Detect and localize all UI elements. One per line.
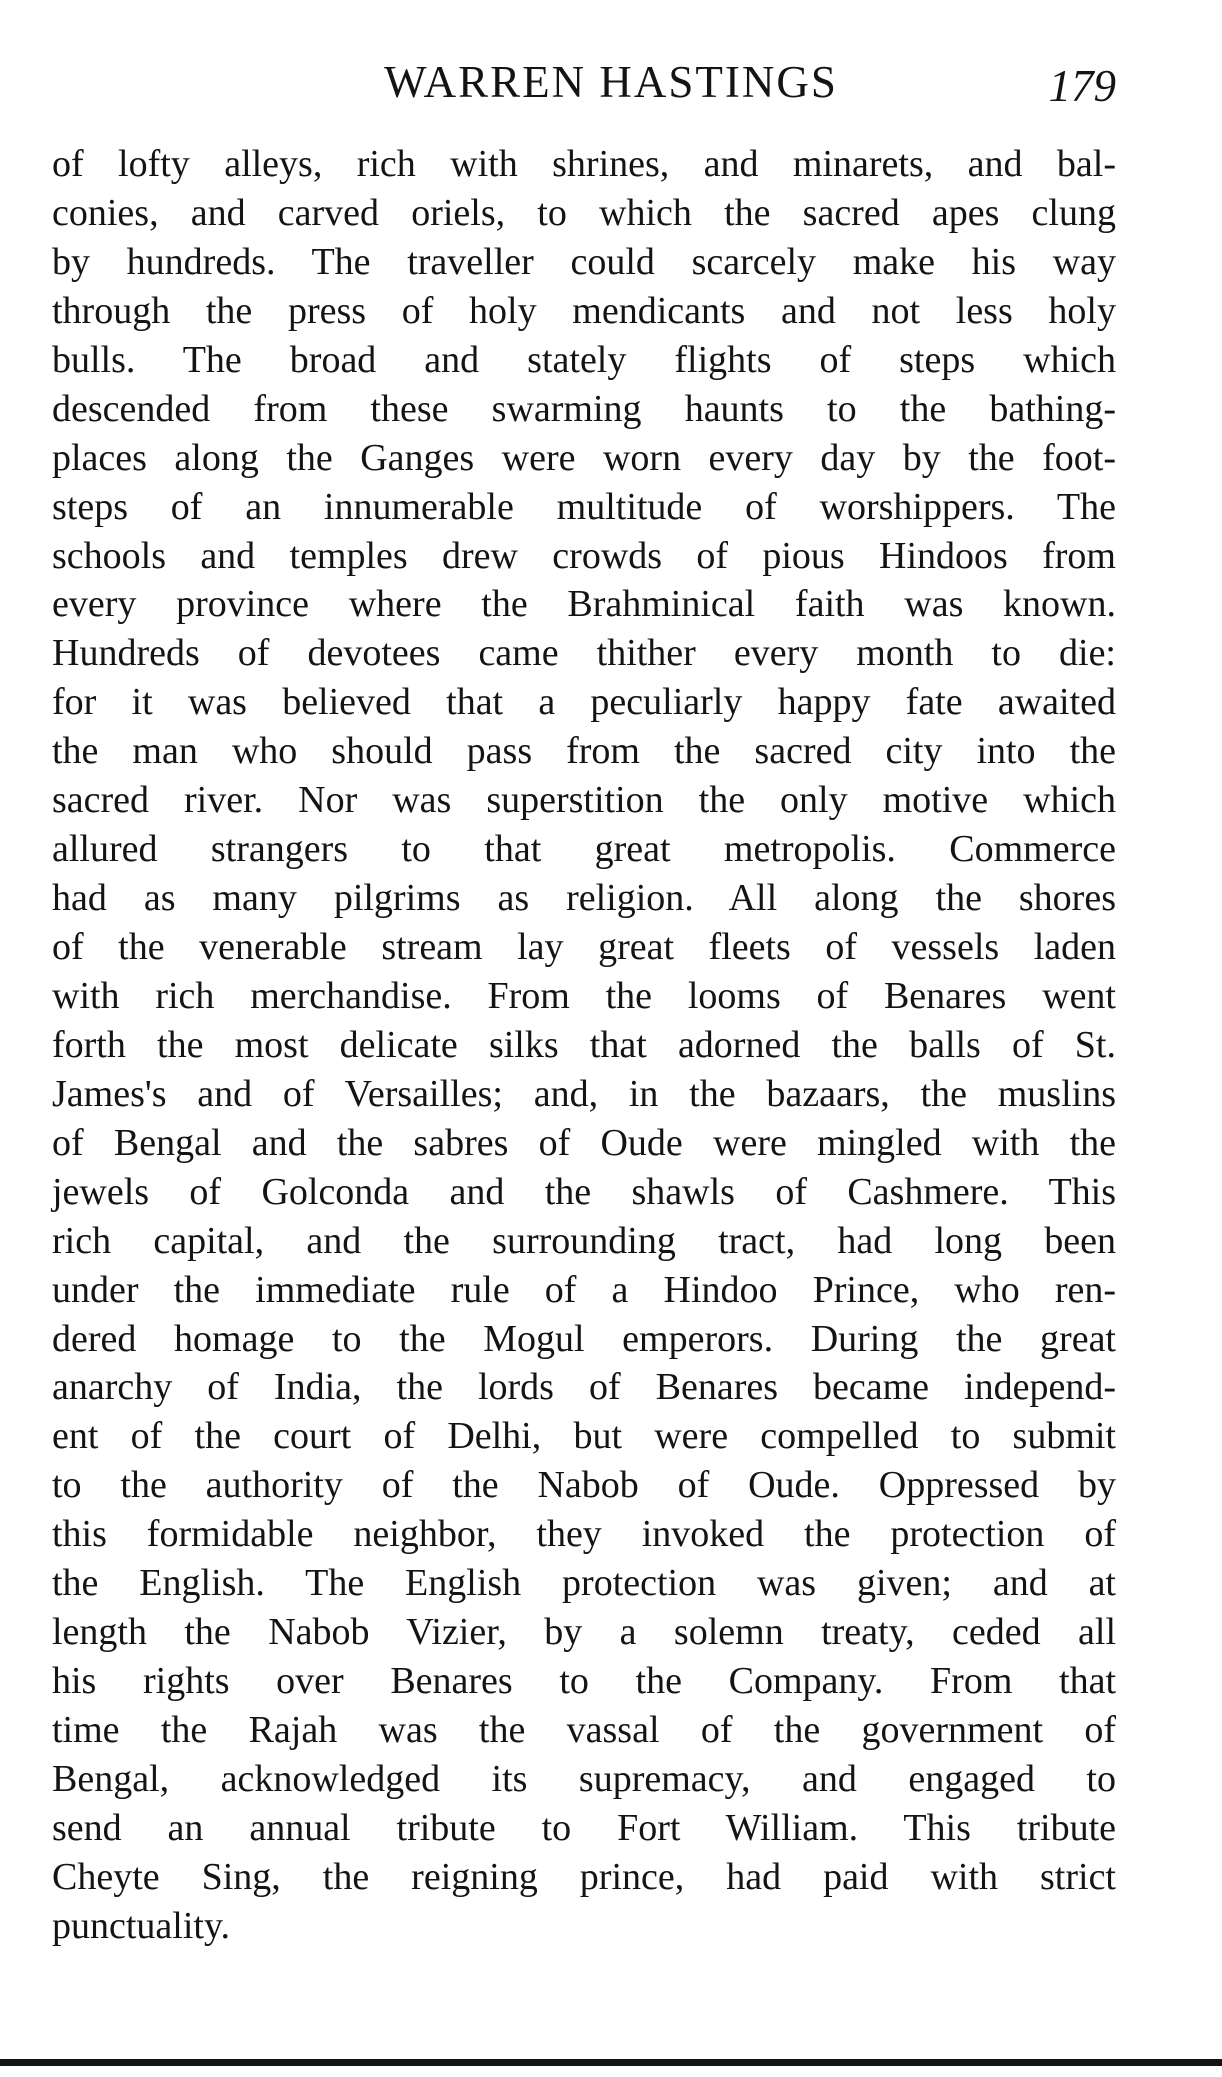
text-line: with rich merchandise. From the looms of Benares went <box>52 974 1116 1017</box>
text-line: send an annual tribute to Fort William. This tribute <box>52 1806 1116 1849</box>
text-line: to the authority of the Nabob of Oude. Oppressed by <box>52 1464 1116 1507</box>
text-line: Cheyte Sing, the reigning prince, had paid with strict <box>52 1855 1116 1898</box>
text-line: the English. The English protection was given; and at <box>52 1562 1116 1605</box>
page-header <box>0 52 1222 112</box>
text-line: had as many pilgrims as religion. All along the shores <box>52 877 1116 920</box>
text-line: Bengal, acknowledged its supremacy, and engaged to <box>52 1757 1116 1800</box>
bottom-rule <box>0 2059 1222 2066</box>
text-line: Hundreds of devotees came thither every month to die: <box>52 632 1116 675</box>
text-line: under the immediate rule of a Hindoo Prince, who ren- <box>52 1268 1116 1311</box>
text-line: every province where the Brahminical faith was known. <box>52 583 1116 626</box>
text-line: of Bengal and the sabres of Oude were mingled with the <box>52 1121 1116 1164</box>
text-line: dered homage to the Mogul emperors. During the great <box>52 1317 1116 1360</box>
text-line: schools and temples drew crowds of pious Hindoos from <box>52 534 1116 577</box>
text-line: by hundreds. The traveller could scarcely make his way <box>52 240 1116 283</box>
text-line: length the Nabob Vizier, by a solemn treaty, ceded all <box>52 1611 1116 1654</box>
text-line: the man who should pass from the sacred city into the <box>52 730 1116 773</box>
text-line: his rights over Benares to the Company. From that <box>52 1660 1116 1703</box>
text-line: rich capital, and the surrounding tract, had long been <box>52 1219 1116 1262</box>
text-line: this formidable neighbor, they invoked the protection of <box>52 1513 1116 1556</box>
text-line: sacred river. Nor was superstition the only motive which <box>52 779 1116 822</box>
text-line: conies, and carved oriels, to which the sacred apes clung <box>52 191 1116 234</box>
text-line: allured strangers to that great metropolis. Commerce <box>52 828 1116 871</box>
text-line: places along the Ganges were worn every day by the foot- <box>52 436 1116 479</box>
page-number: 179 <box>1048 61 1116 111</box>
text-line: punctuality. <box>52 1904 230 1947</box>
text-line: time the Rajah was the vassal of the government of <box>52 1709 1116 1751</box>
text-line: James's and of Versailles; and, in the bazaars, the muslins <box>52 1072 1116 1115</box>
text-line: forth the most delicate silks that adorned the balls of St. <box>52 1023 1116 1066</box>
text-line: steps of an innumerable multitude of worshippers. The <box>52 485 1116 528</box>
text-line: jewels of Golconda and the shawls of Cashmere. This <box>52 1170 1116 1213</box>
text-line: for it was believed that a peculiarly happy fate awaited <box>52 681 1116 724</box>
text-line: anarchy of India, the lords of Benares became independ- <box>52 1366 1116 1409</box>
running-title: WARREN HASTINGS <box>384 57 838 107</box>
text-line: bulls. The broad and stately flights of steps which <box>52 338 1116 381</box>
text-line: of lofty alleys, rich with shrines, and minarets, and bal- <box>52 143 1116 185</box>
text-line: of the venerable stream lay great fleets of vessels laden <box>52 926 1116 968</box>
text-line: through the press of holy mendicants and not less holy <box>52 289 1116 332</box>
text-line: ent of the court of Delhi, but were compelled to submit <box>52 1415 1116 1458</box>
text-line: descended from these swarming haunts to the bathing- <box>52 387 1116 430</box>
body-text <box>52 140 1116 1951</box>
